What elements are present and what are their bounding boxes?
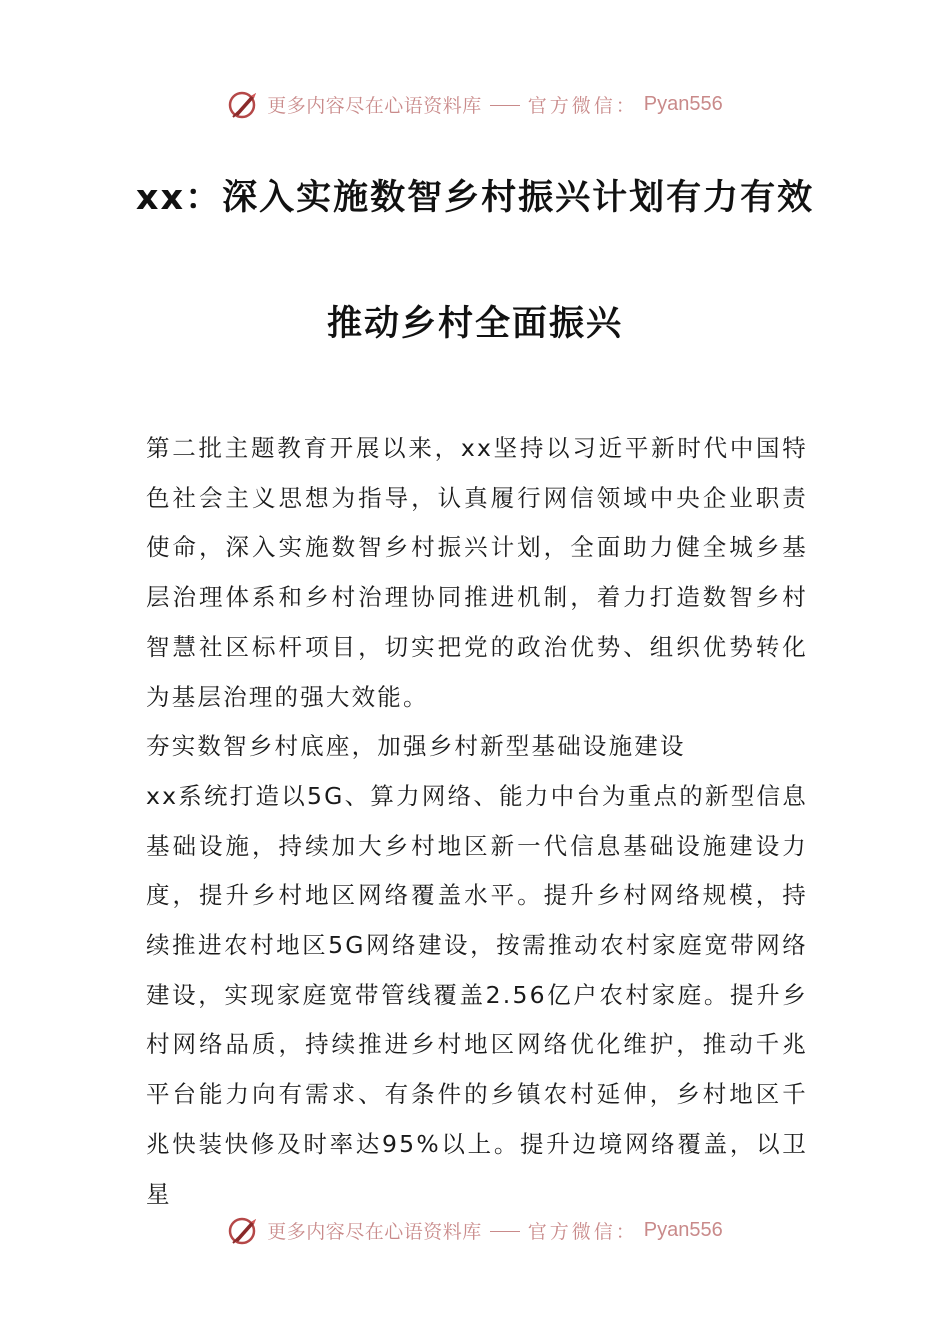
footer-dash [490, 1231, 520, 1232]
document-title-line-1: xx：深入实施数智乡村振兴计划有力有效 [135, 178, 815, 218]
body-paragraph-2: xx系统打造以5G、算力网络、能力中台为重点的新型信息基础设施，持续加大乡村地区新一代信息基础设施建设力度，提升乡村地区网络覆盖水平。提升乡村网络规模，持续推进农村地区5G网络建设，按需推动农村家庭宽带网络建设，实现家庭宽带管线覆盖2.56亿户农村家庭。提升乡村网络品质，持续推进乡村地区网络优化维护，推动千兆平台能力向有需求、有条件的乡镇农村延伸，乡村地区千兆快装快修及时率达95%以上。提升边境网络覆盖，以卫星 [146, 781, 808, 1208]
body-paragraph-1: 第二批主题教育开展以来，xx坚持以习近平新时代中国特色社会主义思想为指导，认真履行网信领域中央企业职责使命，深入实施数智乡村振兴计划，全面助力健全城乡基层治理体系和乡村治理协同推进机制，着力打造数智乡村智慧社区标杆项目，切实把党的政治优势、组织优势转化为基层治理的强大效能。 [146, 434, 808, 711]
header-dash [490, 105, 520, 106]
pen-nib-circle-icon [227, 1213, 261, 1247]
footer-brand-text: 更多内容尽在心语资料库 [267, 1220, 482, 1243]
pen-nib-circle-icon [227, 87, 261, 121]
footer-wechat-id: Pyan556 [643, 1218, 723, 1241]
document-body [146, 424, 808, 1219]
section-heading-1: 夯实数智乡村底座，加强乡村新型基础设施建设 [146, 732, 686, 761]
footer-wechat-label: 官方微信： [527, 1220, 638, 1243]
header-wechat-id: Pyan556 [643, 92, 723, 115]
header-brand-text: 更多内容尽在心语资料库 [267, 94, 482, 117]
header-wechat-label: 官方微信： [527, 94, 638, 117]
document-title-line-2: 推动乡村全面振兴 [326, 304, 623, 344]
footer-watermark [0, 1212, 950, 1248]
header-watermark [0, 86, 950, 122]
